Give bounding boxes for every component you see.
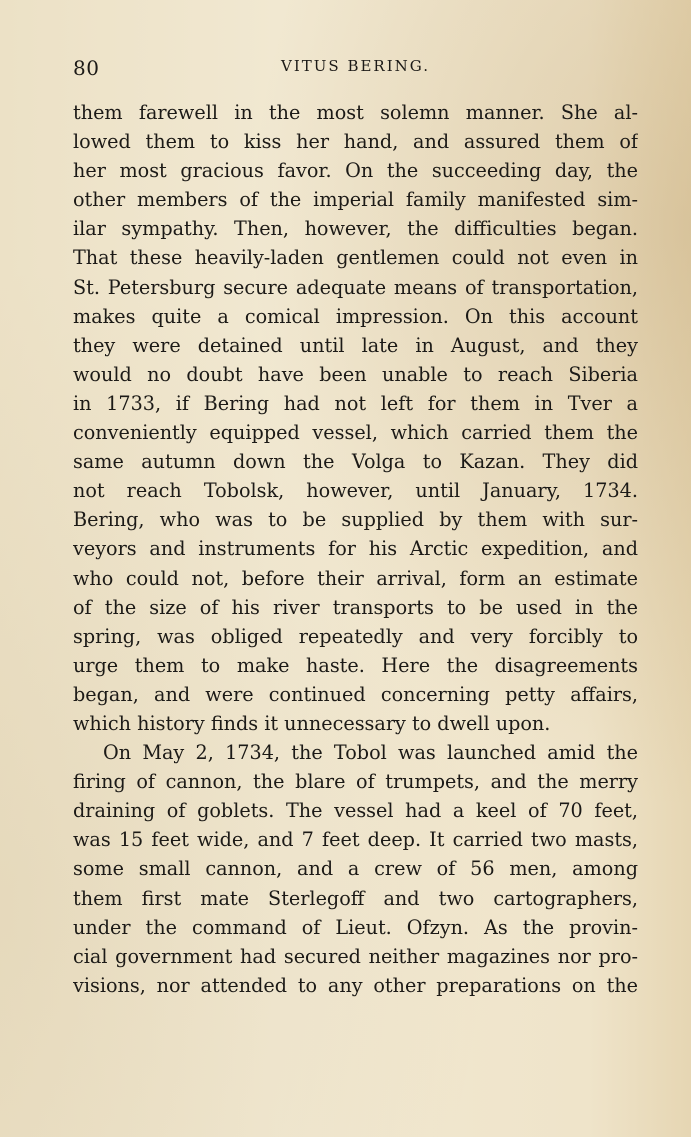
text-line: makes quite a comical impression. On this account bbox=[73, 304, 638, 328]
running-head bbox=[73, 56, 638, 82]
text-line: spring, was obliged repeatedly and very forcibly to bbox=[73, 624, 638, 648]
text-line: who could not, before their arrival, form an estimate bbox=[73, 566, 638, 590]
text-line: them farewell in the most solemn manner. She al- bbox=[73, 101, 638, 124]
text-line: some small cannon, and a crew of 56 men, among bbox=[73, 857, 638, 881]
text-line: conveniently equipped vessel, which carried them the bbox=[73, 421, 638, 445]
text-line: Bering, who was to be supplied by them with sur- bbox=[73, 508, 638, 532]
text-line: not reach Tobolsk, however, until January, 1734. bbox=[73, 479, 638, 503]
paragraph-first-line: On May 2, 1734, the Tobol was launched amid the bbox=[103, 741, 638, 765]
text-line: them first mate Sterlegoff and two cartographers, bbox=[73, 886, 638, 910]
text-line: same autumn down the Volga to Kazan. They did bbox=[73, 450, 638, 474]
text-line: visions, nor attended to any other preparations on the bbox=[73, 973, 638, 997]
page-number: 80 bbox=[73, 56, 100, 80]
text-line: St. Petersburg secure adequate means of transportation, bbox=[73, 275, 638, 299]
text-line: in 1733, if Bering had not left for them in Tver a bbox=[73, 391, 638, 415]
text-line: began, and were continued concerning petty affairs, bbox=[73, 682, 638, 706]
text-line: veyors and instruments for his Arctic expedition, and bbox=[73, 537, 638, 561]
text-line: draining of goblets. The vessel had a keel of 70 feet, bbox=[73, 799, 638, 823]
text-line: of the size of his river transports to be used in the bbox=[73, 595, 638, 619]
text-line: would no doubt have been unable to reach Siberia bbox=[73, 362, 638, 386]
text-line: which history finds it unnecessary to dwell upon. bbox=[73, 711, 551, 735]
text-line: That these heavily-laden gentlemen could not even in bbox=[73, 246, 638, 270]
text-line: firing of cannon, the blare of trumpets, and the merry bbox=[73, 770, 638, 794]
text-line: other members of the imperial family manifested sim- bbox=[73, 188, 638, 212]
text-line: her most gracious favor. On the succeeding day, the bbox=[73, 159, 638, 183]
text-line: cial government had secured neither magazines nor pro- bbox=[73, 944, 638, 968]
body-text bbox=[73, 98, 638, 1000]
text-line: ilar sympathy. Then, however, the difficulties began. bbox=[73, 217, 638, 241]
text-line: under the command of Lieut. Ofzyn. As the provin- bbox=[73, 915, 638, 939]
text-line: urge them to make haste. Here the disagreements bbox=[73, 653, 638, 677]
running-title: VITUS BERING. bbox=[281, 57, 430, 75]
text-line: was 15 feet wide, and 7 feet deep. It carried two masts, bbox=[73, 828, 638, 852]
text-line: they were detained until late in August, and they bbox=[73, 333, 638, 357]
text-line: lowed them to kiss her hand, and assured them of bbox=[73, 130, 638, 154]
